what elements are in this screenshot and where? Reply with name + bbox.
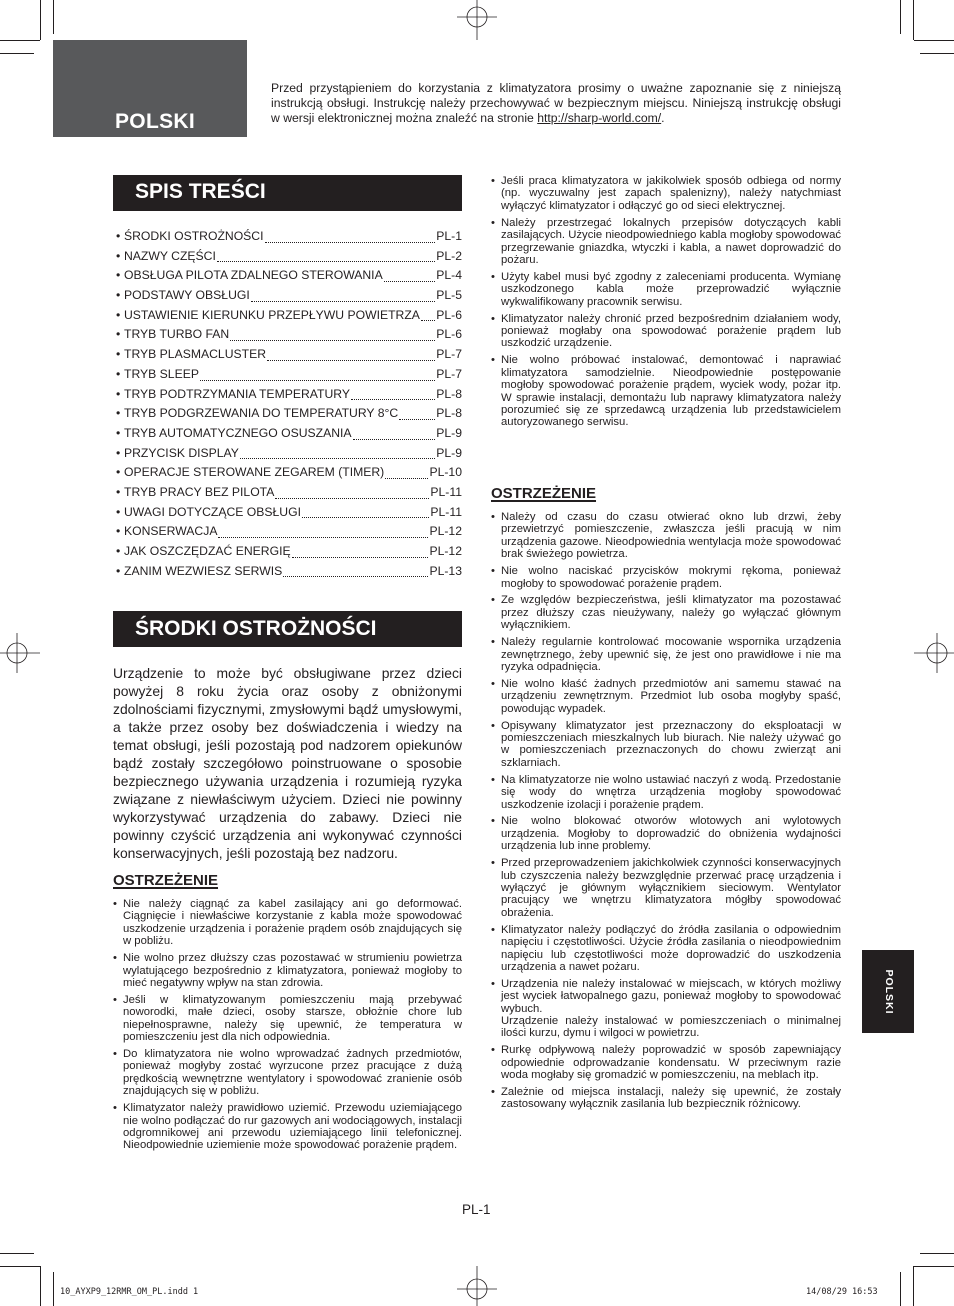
bullet: •: [116, 307, 121, 322]
warning-item: [491, 354, 841, 428]
crop-mark: [40, 1266, 41, 1306]
bullet: •: [116, 524, 121, 539]
bullet: •: [116, 366, 121, 381]
toc-heading: [113, 175, 462, 211]
toc-item[interactable]: [116, 385, 462, 405]
toc-item-label: UWAGI DOTYCZĄCE OBSŁUGI: [124, 504, 301, 519]
toc-item-label: OBSŁUGA PILOTA ZDALNEGO STEROWANIA: [124, 268, 383, 283]
warning-item-text: Nie wolno kłaść żadnych przedmiotów ani samemu stawać na urządzeniu zewnętrznym. Przedmiot lub osoba mogłyby spaść, powodując wypadek.: [501, 677, 841, 715]
toc-item[interactable]: [116, 227, 462, 247]
toc-item[interactable]: [116, 542, 462, 562]
bullet: •: [116, 386, 121, 401]
warning-item: [491, 857, 841, 919]
bullet: •: [116, 327, 121, 342]
warning-item: [491, 511, 841, 561]
dot-leader: [421, 320, 435, 321]
warning-item-text: Klimatyzator należy podłączyć do źródła zasilania o odpowiednim napięciu i częstotliwości. Użycie źródła zasilania o nieodpowiednim napięciu lub częstotliwości może doprowadzić do uszkodzenia urządzenia a nawet pożaru.: [501, 923, 841, 973]
toc-item[interactable]: [116, 444, 462, 464]
warning-item-text: Nie wolno naciskać przycisków mokrymi rękoma, ponieważ mogłoby to spowodować porażenie prądem.: [501, 565, 841, 590]
dot-leader: [265, 242, 436, 243]
warning-item-extra: Urządzenie należy instalować w pomieszczeniach o minimalnej ilości kurzu, dymu i wilgoci w powietrzu.: [501, 1015, 841, 1040]
dot-leader: [399, 419, 435, 420]
toc-item-page: PL-6: [436, 307, 462, 322]
warning-item: [491, 678, 841, 715]
warning-item-text: Jeśli w klimatyzowanym pomieszczeniu mają przebywać noworodki, małe dzieci, osoby starsze, obłożnie chore lub niepełnosprawne, należy się upewnić, że temperatura w pomieszczeniu jest dla nich odpowiednia.: [123, 993, 462, 1044]
toc-item-label: TRYB PRACY BEZ PILOTA: [124, 484, 275, 499]
warning-item: [491, 924, 841, 974]
warning-item: [113, 994, 462, 1044]
dot-leader: [384, 281, 436, 282]
intro-paragraph: [271, 81, 841, 127]
warning-item-text: Nie wolno przez dłuższy czas pozostawać w strumieniu powietrza wylatującego bezpośrednio z klimatyzatora, ponieważ mogłoby to mieć negatywny wpływ na stan zdrowia.: [123, 952, 462, 989]
intro-end: .: [661, 111, 665, 126]
registration-mark: [452, 1264, 502, 1306]
warning-item: [491, 565, 841, 590]
crop-mark: [920, 1253, 954, 1254]
warning-item: [491, 774, 841, 811]
safety-title: ŚRODKI OSTROŻNOŚCI: [135, 617, 377, 640]
bullet: •: [116, 347, 121, 362]
bullet: •: [116, 425, 121, 440]
bullet: •: [116, 406, 121, 421]
toc-item-label: TRYB PODTRZYMANIA TEMPERATURY: [124, 386, 350, 401]
warning-item: [491, 1086, 841, 1111]
toc-item-label: PODSTAWY OBSŁUGI: [124, 288, 250, 303]
toc-item-page: PL-4: [436, 268, 462, 283]
crop-mark: [53, 0, 54, 34]
toc-item[interactable]: [116, 483, 462, 503]
dot-leader: [302, 517, 429, 518]
toc-item-label: TRYB PLASMACLUSTER: [124, 347, 267, 362]
warning-item: [491, 594, 841, 631]
warning-item-text: Przed przeprowadzeniem jakichkolwiek czynności konserwacyjnych lub czyszczenia należy bezwzględnie przerwać pracę urządzenia i wyłączyć je głównym wyłącznikiem sieciowym. Wentylator pracujący we wnętrzu klimatyzatora mógłby spowodować obrażenia.: [501, 857, 841, 919]
warning-item: [491, 271, 841, 308]
dot-leader: [217, 261, 435, 262]
toc-item-page: PL-11: [430, 484, 462, 499]
warning-heading-right: OSTRZEŻENIE: [491, 485, 597, 502]
toc-item-page: PL-1: [436, 229, 462, 243]
warning-item: [113, 1102, 462, 1152]
toc-item-label: TRYB SLEEP: [124, 366, 199, 381]
warning-item: [491, 1044, 841, 1081]
warning-item-text: Klimatyzator należy chronić przed bezpośrednim działaniem wody, ponieważ mogłaby ona spowodować porażenie prądem lub uszkodzić urządzenie.: [501, 312, 841, 350]
toc-item[interactable]: [116, 463, 462, 483]
footer-timestamp: 14/08/29 16:53: [806, 1287, 878, 1297]
crop-mark: [913, 0, 914, 40]
registration-mark: [0, 628, 42, 678]
toc-item-page: PL-9: [436, 425, 462, 440]
bullet: •: [116, 563, 121, 578]
warning-item: [113, 898, 462, 948]
warning-item: [491, 175, 841, 212]
toc-item[interactable]: [116, 503, 462, 523]
toc-item-label: ZANIM WEZWIESZ SERWIS: [124, 563, 283, 578]
intro-text: Przed przystąpieniem do korzystania z klimatyzatora prosimy o uważne zapoznanie się z niniejszą instrukcją obsługi. Instrukcję należy przechowywać w bezpiecznym miejscu. Niniejszą instrukcję obsługi w wersji elektronicznej można znaleźć na stronie: [271, 81, 841, 126]
bullet: •: [116, 484, 121, 499]
safety-list-right: [491, 175, 841, 433]
toc-item[interactable]: [116, 345, 462, 365]
toc-item-label: JAK OSZCZĘDZAĆ ENERGIĘ: [124, 544, 291, 558]
crop-mark: [900, 1272, 901, 1306]
warning-item-text: Nie należy ciągnąć za kabel zasilający ani go deformować. Ciągnięcie i niewłaściwe korzystanie z kabla może spowodować uszkodzenie urządzenia i porażenie prądem osób znajdujących się w pobliżu.: [123, 898, 462, 948]
dot-leader: [292, 557, 429, 558]
toc-item[interactable]: [116, 286, 462, 306]
dot-leader: [251, 301, 436, 302]
warning-item: [491, 217, 841, 267]
crop-mark: [920, 53, 954, 54]
safety-lead-paragraph: Urządzenie to może być obsługiwane przez dzieci powyżej 8 roku życia oraz osoby z obniżonymi zdolnościami fizycznymi, zmysłowymi bądź umysłowymi, a także przez osoby bez doświadczenia i wiedzy na temat obsługi, jeśli pozostają pod nadzorem opiekunów bądź zostały szczegółowo poinstruowane o sposobie bezpiecznego używania urządzenia i rozumieją ryzyka związane z niewłaściwym użyciem. Dzieci nie powinny wykorzystywać urządzenia do zabawy. Dzieci nie powinny czyścić urządzenia ani wykonywać czynności konserwacyjnych, jeśli pozostają bez nadzoru.: [113, 665, 462, 861]
table-of-contents: [116, 227, 462, 581]
crop-mark: [914, 40, 954, 41]
toc-item-label: TRYB PODGRZEWANIA DO TEMPERATURY 8°C: [124, 406, 399, 421]
toc-item-page: PL-11: [430, 504, 462, 519]
toc-item[interactable]: [116, 365, 462, 385]
dot-leader: [353, 439, 436, 440]
crop-mark: [0, 1266, 40, 1267]
warning-item-text: Nie wolno blokować otworów wlotowych ani wylotowych urządzenia. Mogłoby to doprowadzić do obniżenia wydajności urządzenia lub inne problemy.: [501, 815, 841, 853]
warning-item-text: Nie wolno próbować instalować, demontować i naprawiać klimatyzatora samodzielnie. Nieodpowiednie postępowanie mogłoby spowodować porażenie prądem, wyciek wody, pożar itp. W sprawie instalacji, demontażu lub naprawy klimatyzatora należy porozumieć się ze sprzedawcą urządzenia lub przedstawicielem autoryzowanego serwisu.: [501, 354, 841, 429]
toc-item[interactable]: [116, 325, 462, 345]
toc-item-label: OPERACJE STEROWANE ZEGAREM (TIMER): [124, 465, 385, 480]
crop-mark: [0, 53, 34, 54]
warning-item: [491, 313, 841, 350]
language-header-tab: [53, 40, 247, 137]
toc-item-page: PL-7: [436, 366, 462, 381]
warning-item: [491, 720, 841, 770]
dot-leader: [275, 498, 429, 499]
toc-item[interactable]: [116, 266, 462, 286]
dot-leader: [283, 576, 428, 577]
warning-item-text: Klimatyzator należy prawidłowo uziemić. Przewodu uziemiającego nie wolno podłączać do rur gazowych ani wodociągowych, instalacji odgromnikowej ani przewodu uziemiającego linii telefonicznej. Nieodpowiednie uziemienie może spowodować porażenie prądem.: [123, 1102, 462, 1152]
toc-item-page: PL-12: [429, 544, 462, 558]
crop-mark: [53, 1272, 54, 1306]
warning-list-right: [491, 511, 841, 1115]
warning-item: [113, 1048, 462, 1098]
warning-item-text: Użyty kabel musi być zgodny z zaleceniami producenta. Wymianę uszkodzonego kabla może przeprowadzić wyłącznie wykwalifikowany pracownik serwisu.: [501, 270, 841, 308]
warning-item-text: Opisywany klimatyzator jest przeznaczony do eksploatacji w pomieszczeniach mieszkalnych lub biurach. Nie należy używać go w pomieszczeniach przeznaczonych do chowu zwierząt ani szklarniach.: [501, 719, 841, 769]
toc-item-page: PL-10: [429, 465, 462, 480]
warning-heading-left: OSTRZEŻENIE: [113, 872, 219, 889]
toc-item-page: PL-6: [436, 327, 462, 342]
warning-item-text: Do klimatyzatora nie wolno wprowadzać żadnych przedmiotów, ponieważ mogłyby zostać wyrzucone przez pracujące z dużą prędkością wewnętrzne wentylatory i spowodować zranienie osób znajdujących się w pobliżu.: [123, 1047, 462, 1098]
toc-item-label: NAZWY CZĘŚCI: [124, 248, 216, 263]
warning-item: [491, 815, 841, 852]
bullet: •: [116, 229, 121, 243]
toc-item-page: PL-8: [436, 386, 462, 401]
dot-leader: [218, 537, 428, 538]
toc-item-page: PL-2: [436, 248, 462, 263]
warning-list-left: [113, 898, 462, 1156]
dot-leader: [240, 458, 435, 459]
crop-mark: [40, 0, 41, 40]
dot-leader: [200, 380, 435, 381]
warning-item-text: Jeśli praca klimatyzatora w jakikolwiek sposób odbiega od normy (np. wyczuwalny jest zapach spalenizny), należy natychmiast wyłączyć klimatyzator i odłączyć go od sieci elektrycznej.: [501, 175, 841, 212]
bullet: •: [116, 465, 121, 480]
crop-mark: [900, 0, 901, 34]
footer-filename: 10_AYXP9_12RMR_OM_PL.indd 1: [60, 1287, 199, 1297]
toc-item[interactable]: [116, 522, 462, 542]
warning-item-text: Należy przestrzegać lokalnych przepisów dotyczących kabli zasilających. Użycie nieodpowiedniego kabla mogłoby spowodować przegrzewanie gniazdka, wtyczki i kabla, a nawet doprowadzić do pożaru.: [501, 216, 841, 266]
toc-item-label: ŚRODKI OSTROŻNOŚCI: [124, 229, 264, 243]
toc-item-page: PL-7: [436, 347, 462, 362]
dot-leader: [351, 399, 435, 400]
crop-mark: [0, 1253, 34, 1254]
warning-item-text: Rurkę odpływową należy poprowadzić w sposób zapewniający odpowiednie odprowadzanie kondensatu. W przeciwnym razie woda mogłaby się gromadzić w pomieszczeniu, na meblach itp.: [501, 1044, 841, 1082]
toc-item-page: PL-12: [429, 524, 462, 539]
toc-item[interactable]: [116, 562, 462, 582]
dot-leader: [230, 340, 435, 341]
dot-leader: [267, 360, 435, 361]
side-tab-label: POLSKI: [883, 969, 895, 1015]
language-side-tab: [862, 950, 914, 1033]
toc-item[interactable]: [116, 247, 462, 267]
crop-mark: [0, 40, 40, 41]
toc-title: SPIS TREŚCI: [135, 180, 266, 203]
toc-item-page: PL-8: [436, 406, 462, 421]
warning-item: [491, 978, 841, 1040]
toc-item-label: TRYB AUTOMATYCZNEGO OSUSZANIA: [124, 425, 352, 440]
sharp-website-link[interactable]: http://sharp-world.com/: [537, 111, 662, 126]
toc-item-page: PL-5: [436, 288, 462, 303]
safety-heading: [113, 611, 462, 647]
warning-item-text: Zależnie od miejsca instalacji, należy się upewnić, że zostały zastosowany wyłącznik zasilania lub bezpiecznik różnicowy.: [501, 1086, 841, 1111]
toc-item[interactable]: [116, 306, 462, 326]
crop-mark: [914, 1266, 954, 1267]
bullet: •: [116, 504, 121, 519]
language-label: POLSKI: [115, 110, 195, 133]
bullet: •: [116, 288, 121, 303]
bullet: •: [116, 544, 121, 558]
registration-mark: [452, 0, 502, 42]
bullet: •: [116, 248, 121, 263]
registration-mark: [912, 628, 954, 678]
toc-item-label: PRZYCISK DISPLAY: [124, 445, 239, 460]
warning-item: [113, 952, 462, 989]
toc-item-page: PL-13: [429, 563, 462, 578]
page-number: PL-1: [462, 1202, 491, 1217]
warning-item: [491, 636, 841, 673]
crop-mark: [913, 1266, 914, 1306]
toc-item[interactable]: [116, 404, 462, 424]
warning-item-text: Należy regularnie kontrolować mocowanie wspornika urządzenia zewnętrznego, żeby upewnić się, że jest ono prawidłowe i nie ma ryzyka odpadnięcia.: [501, 636, 841, 673]
toc-item-label: KONSERWACJA: [124, 524, 218, 539]
toc-item-label: USTAWIENIE KIERUNKU PRZEPŁYWU POWIETRZA: [124, 307, 420, 322]
warning-item-text: Urządzenia nie należy instalować w miejscach, w których możliwy jest wyciek łatwopalnego gazu, ponieważ mogłoby to spowodować wybuch.: [501, 977, 841, 1015]
bullet: •: [116, 268, 121, 283]
warning-item-text: Należy od czasu do czasu otwierać okno lub drzwi, żeby przewietrzyć pomieszczenie, zwłaszcza jeśli pracują w nim urządzenia gazowe. Nieodpowiednia wentylacja może spowodować brak świeżego powietrza.: [501, 511, 841, 561]
toc-item-label: TRYB TURBO FAN: [124, 327, 230, 342]
bullet: •: [116, 445, 121, 460]
warning-item-text: Na klimatyzatorze nie wolno ustawiać naczyń z wodą. Przedostanie się wody do wnętrza urządzenia mogłoby spowodować uszkodzenie izolacji i porażenie prądem.: [501, 773, 841, 811]
toc-item[interactable]: [116, 424, 462, 444]
toc-item-page: PL-9: [436, 445, 462, 460]
dot-leader: [385, 478, 428, 479]
warning-item-text: Ze względów bezpieczeństwa, jeśli klimatyzator ma pozostawać przez dłuższy czas nieużywany, należy go wyłączać głównym wyłącznikiem.: [501, 594, 841, 632]
